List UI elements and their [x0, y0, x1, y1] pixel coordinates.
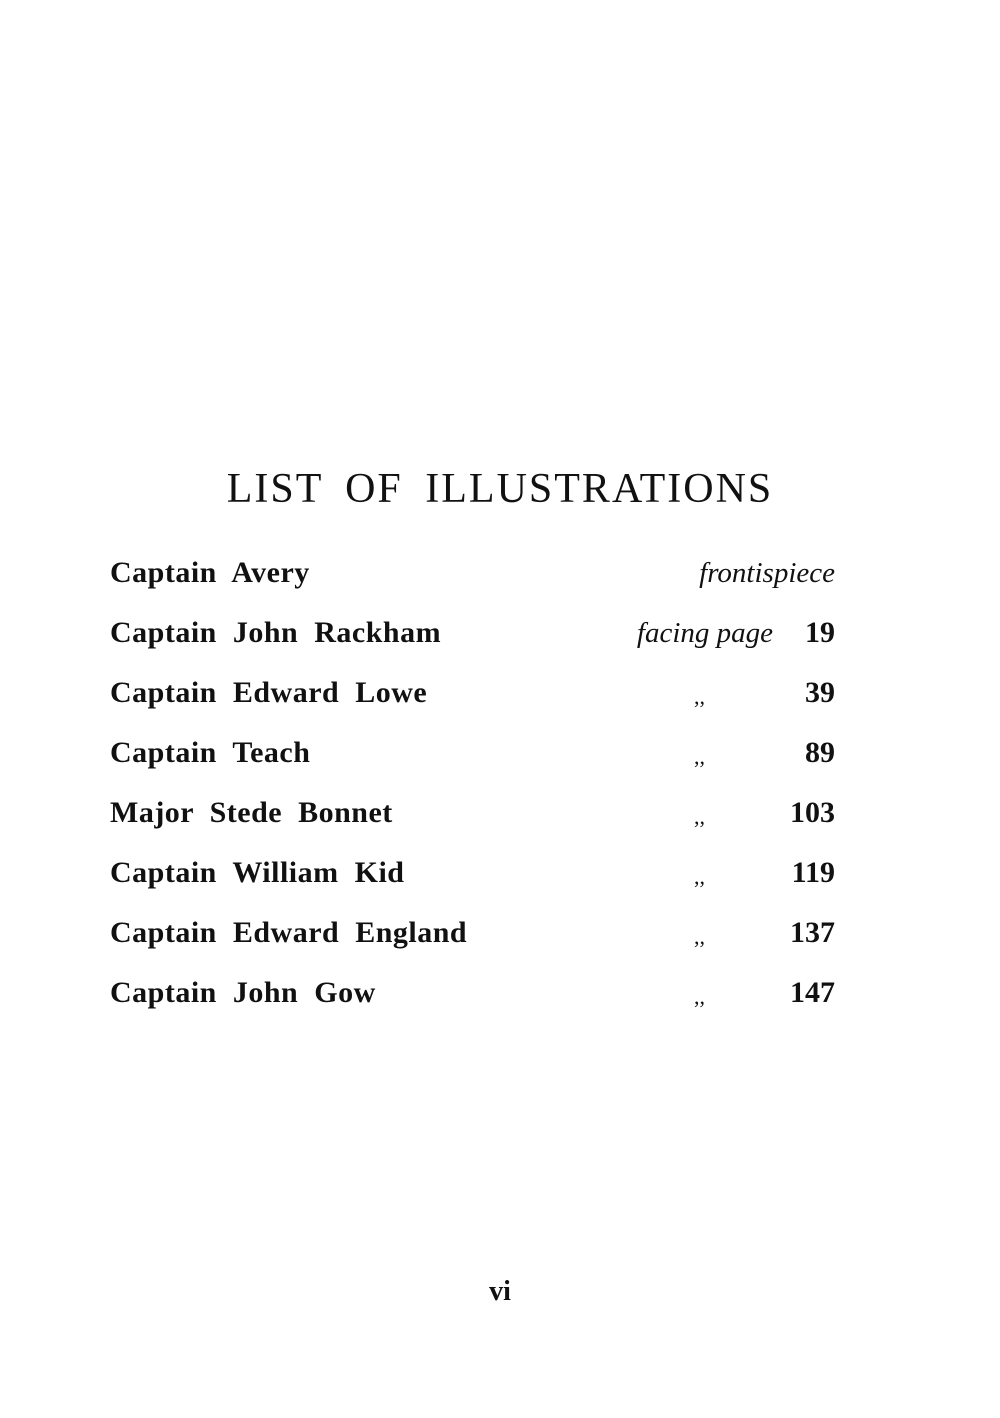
entry-placement-note: frontispiece	[699, 557, 835, 589]
ditto-mark: ,,	[694, 984, 705, 1009]
list-item	[110, 788, 835, 848]
entry-placement-note: facing page	[636, 617, 773, 649]
entry-title: Captain John Rackham	[110, 616, 442, 649]
list-item	[110, 548, 835, 608]
ditto-mark: ,,	[694, 924, 705, 949]
entry-page-number: 147	[790, 976, 835, 1009]
page-folio: vi	[489, 1276, 511, 1307]
entry-title: Captain Edward Lowe	[110, 676, 428, 709]
entry-title: Captain Edward England	[110, 916, 468, 949]
entry-title: Captain Teach	[110, 736, 311, 769]
entry-title: Major Stede Bonnet	[110, 796, 393, 829]
list-item	[110, 848, 835, 908]
list-item	[110, 608, 835, 668]
entry-page-number: 103	[790, 796, 835, 829]
list-item	[110, 968, 835, 1028]
entry-title: Captain Avery	[110, 556, 310, 589]
ditto-mark: ,,	[694, 864, 705, 889]
entry-page-number: 19	[805, 616, 835, 649]
list-item	[110, 728, 835, 788]
ditto-mark: ,,	[694, 684, 705, 709]
page-heading: LIST OF ILLUSTRATIONS	[226, 466, 774, 512]
entry-page-number: 119	[791, 856, 835, 889]
list-item	[110, 668, 835, 728]
entry-page-number: 39	[805, 676, 835, 709]
entry-page-number: 89	[805, 736, 835, 769]
list-item	[110, 908, 835, 968]
entry-page-number: 137	[790, 916, 835, 949]
ditto-mark: ,,	[694, 804, 705, 829]
entry-title: Captain John Gow	[110, 976, 376, 1009]
illustrations-list	[110, 548, 835, 1028]
ditto-mark: ,,	[694, 744, 705, 769]
entry-title: Captain William Kid	[110, 856, 405, 889]
